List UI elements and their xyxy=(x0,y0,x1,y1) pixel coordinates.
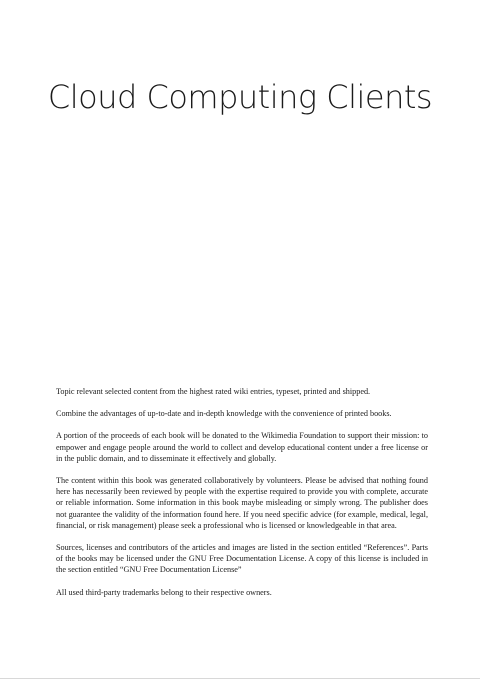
paragraph-combine-advantages: Combine the advantages of up-to-date and in-depth knowledge with the convenience of printed books. xyxy=(56,409,392,419)
paragraph-trademarks: All used third-party trademarks belong to their respective owners. xyxy=(56,587,272,597)
document-body xyxy=(56,386,428,609)
paragraph-sources-licenses: Sources, licenses and contributors of the articles and images are listed in the section entitled “References”. Parts of the books may be licensed under the GNU Free Documentation License. A copy of this license is included in the section entitled “GNU Free Documentation License” xyxy=(56,543,428,575)
paragraph-disclaimer: The content within this book was generated collaboratively by volunteers. Please be advised that nothing found here has necessarily been reviewed by people with the expertise required to provide you with complete, accurate or reliable information. Some information in this book maybe misleading or simply wrong. The publisher does not guarantee the validity of the information found here. If you need specific advice (for example, medical, legal, financial, or risk management) please seek a professional who is licensed or knowledgeable in that area. xyxy=(56,476,428,530)
paragraph-wikimedia-donation: A portion of the proceeds of each book will be donated to the Wikimedia Foundation to support their mission: to empower and engage people around the world to collect and develop educational content under a free license or in the public domain, and to disseminate it effectively and globally. xyxy=(56,431,428,463)
paragraph-topic-relevant: Topic relevant selected content from the highest rated wiki entries, typeset, printed and shipped. xyxy=(56,387,371,396)
document-title: Cloud Computing Clients xyxy=(47,78,433,116)
